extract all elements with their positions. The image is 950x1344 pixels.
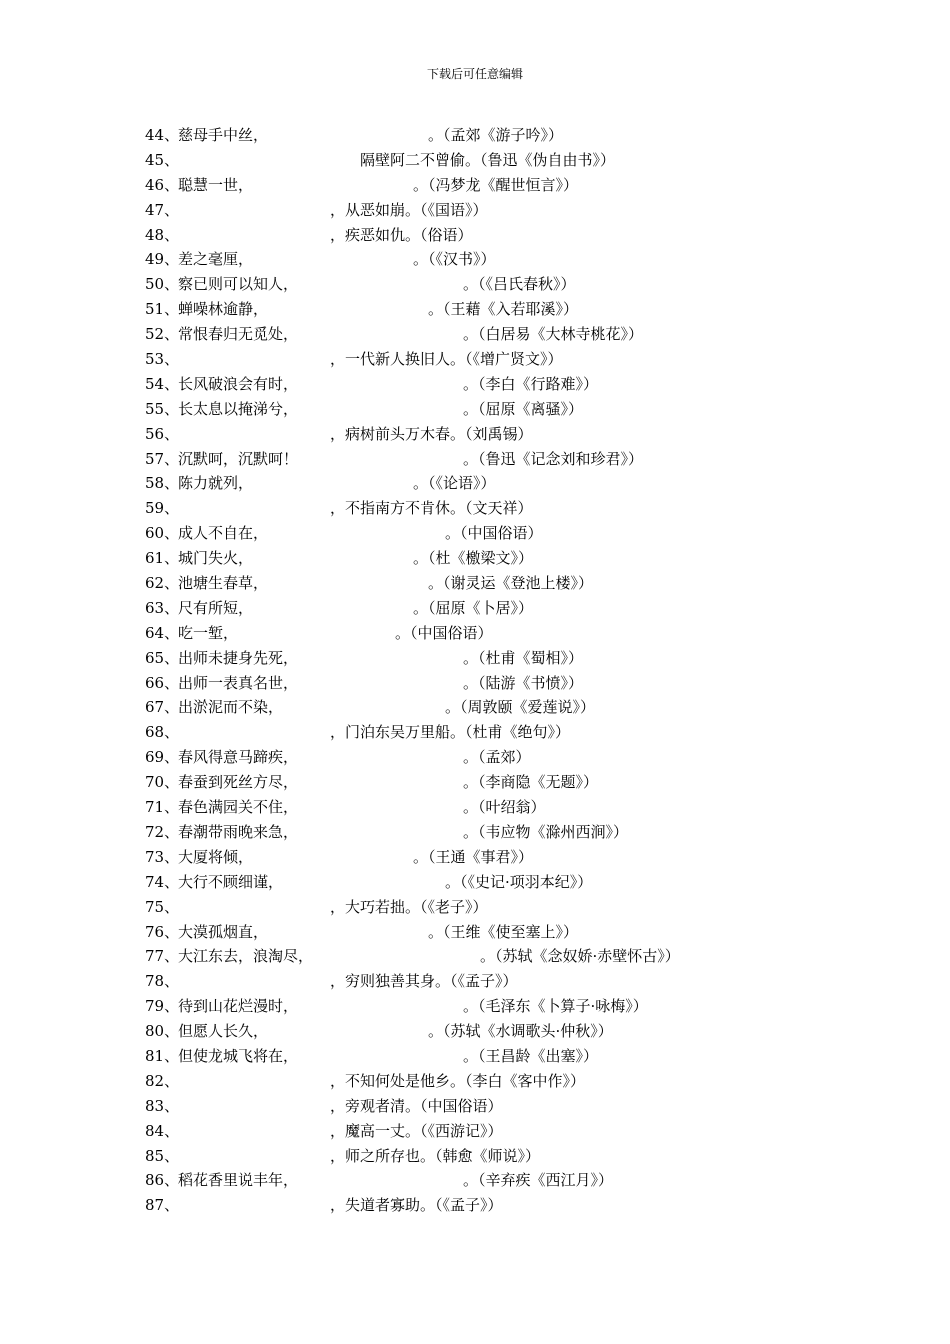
line-second-part: 。（王维《使至塞上》） [428,922,579,941]
line-number: 71、 [145,798,180,817]
line-second-part: 。（冯梦龙《醒世恒言》） [413,175,579,194]
exercise-line [145,646,865,671]
line-first-part: 池塘生春草， [178,574,269,593]
exercise-line [145,1168,865,1193]
exercise-line [145,596,865,621]
exercise-line [145,870,865,895]
line-first-part: 大行不顾细谨， [178,872,284,891]
exercise-line [145,247,865,272]
exercise-line [145,148,865,173]
line-second-part: 。（《论语》） [413,474,496,493]
line-first-part: 慈母手中丝， [178,126,269,144]
line-number: 46、 [145,175,180,194]
line-second-part: 。（杜甫《蜀相》） [463,648,584,667]
line-second-part: 。（《史记·项羽本纪》） [445,872,593,891]
exercise-line [145,471,865,496]
line-number: 70、 [145,773,180,792]
line-second-part: 。（苏轼《念奴娇·赤壁怀古》） [480,947,680,966]
exercise-line [145,1044,865,1069]
line-second-part: ，病树前头万木春。（刘禹锡） [330,424,533,443]
line-second-part: ，不知何处是他乡。（李白《客中作》） [330,1071,586,1090]
line-number: 68、 [145,723,180,742]
line-second-part: 。（屈原《卜居》） [413,598,534,617]
exercise-line [145,994,865,1019]
line-second-part: ，一代新人换旧人。（《增广贤文》） [330,350,563,369]
exercise-line [145,272,865,297]
line-second-part: 。（毛泽东《卜算子·咏梅》） [463,997,648,1016]
exercise-line [145,397,865,422]
line-second-part: 。（孟郊） [463,748,531,767]
line-second-part: 。（周敦颐《爱莲说》） [445,698,596,717]
line-second-part: ，大巧若拙。（《老子》） [330,897,488,916]
line-second-part: ，不指南方不肯休。（文天祥） [330,499,533,518]
line-number: 82、 [145,1071,180,1090]
line-number: 56、 [145,424,180,443]
exercise-line [145,521,865,546]
line-number: 66、 [145,673,180,692]
exercise-list [145,123,865,1218]
line-number: 49、 [145,250,180,269]
line-second-part: 。（鲁迅《记念刘和珍君》） [463,449,644,468]
line-number: 69、 [145,748,180,767]
line-number: 50、 [145,275,180,294]
line-number: 45、 [145,150,180,169]
line-second-part: 。（《吕氏春秋》） [463,275,576,294]
exercise-line [145,795,865,820]
line-second-part: 。（王通《事君》） [413,847,534,866]
exercise-line [145,123,865,148]
exercise-line [145,720,865,745]
line-first-part: 但愿人长久， [178,1022,269,1041]
line-number: 55、 [145,399,180,418]
line-number: 52、 [145,325,180,344]
line-first-part: 尺有所短， [178,598,254,617]
line-number: 59、 [145,499,180,518]
line-first-part: 春潮带雨晚来急， [178,822,299,841]
line-second-part: ，从恶如崩。（《国语》） [330,200,488,219]
exercise-line [145,173,865,198]
line-first-part: 稻花香里说丰年， [178,1171,299,1190]
line-number: 85、 [145,1146,180,1165]
line-second-part: 。（陆游《书愤》） [463,673,584,692]
line-first-part: 春色满园关不住， [178,798,299,817]
line-number: 60、 [145,524,180,543]
line-first-part: 常恨春归无觅处， [178,325,299,344]
exercise-line [145,571,865,596]
line-number: 57、 [145,449,180,468]
exercise-line [145,198,865,223]
line-number: 80、 [145,1022,180,1041]
line-second-part: ，旁观者清。（中国俗语） [330,1096,503,1115]
page-header: 下载后可任意编辑 [426,67,523,81]
line-number: 84、 [145,1121,180,1140]
line-number: 58、 [145,474,180,493]
line-first-part: 成人不自在， [178,524,269,543]
line-first-part: 大厦将倾， [178,847,254,866]
line-second-part: ，师之所存也。（韩愈《师说》） [330,1146,541,1165]
line-second-part: 。（白居易《大林寺桃花》） [463,325,644,344]
line-number: 65、 [145,648,180,667]
line-number: 44、 [145,126,180,144]
line-number: 79、 [145,997,180,1016]
line-number: 78、 [145,972,180,991]
line-number: 54、 [145,374,180,393]
line-second-part: ，疾恶如仇。（俗语） [330,225,473,244]
exercise-line [145,347,865,372]
line-number: 53、 [145,350,180,369]
line-number: 81、 [145,1046,180,1065]
exercise-line [145,1119,865,1144]
exercise-line [145,969,865,994]
exercise-line [145,372,865,397]
line-second-part: 。（李白《行路难》） [463,374,599,393]
line-second-part: 隔壁阿二不曾偷。（鲁迅《伪自由书》） [360,150,616,169]
exercise-line [145,223,865,248]
exercise-line [145,944,865,969]
line-number: 72、 [145,822,180,841]
line-number: 67、 [145,698,180,717]
line-first-part: 出师未捷身先死， [178,648,299,667]
line-first-part: 长风破浪会有时， [178,374,299,393]
line-second-part: 。（苏轼《水调歌头·仲秋》） [428,1022,613,1041]
line-first-part: 出淤泥而不染， [178,698,284,717]
exercise-line [145,1193,865,1218]
line-number: 47、 [145,200,180,219]
line-second-part: 。（叶绍翁） [463,798,546,817]
line-number: 48、 [145,225,180,244]
line-second-part: 。（孟郊《游子吟》） [428,126,564,144]
line-number: 63、 [145,598,180,617]
line-second-part: 。（辛弃疾《西江月》） [463,1171,614,1190]
exercise-line [145,1144,865,1169]
line-second-part: 。（中国俗语） [395,623,493,642]
line-second-part: 。（中国俗语） [445,524,543,543]
line-first-part: 吃一堑， [178,623,239,642]
line-number: 61、 [145,549,180,568]
line-first-part: 但使龙城飞将在， [178,1046,299,1065]
line-number: 75、 [145,897,180,916]
line-second-part: ，魔高一丈。（《西游记》） [330,1121,503,1140]
line-second-part: 。（谢灵运《登池上楼》） [428,574,594,593]
exercise-line [145,770,865,795]
line-second-part: ，失道者寡助。（《孟子》） [330,1196,503,1215]
line-second-part: ，穷则独善其身。（《孟子》） [330,972,518,991]
exercise-line [145,546,865,571]
line-first-part: 聪慧一世， [178,175,254,194]
line-first-part: 大漠孤烟直， [178,922,269,941]
line-number: 86、 [145,1171,180,1190]
exercise-line [145,297,865,322]
line-number: 74、 [145,872,180,891]
line-number: 62、 [145,574,180,593]
line-number: 87、 [145,1196,180,1215]
line-first-part: 沉默呵，沉默呵！ [178,449,299,468]
line-number: 64、 [145,623,180,642]
exercise-line [145,920,865,945]
line-first-part: 差之毫厘， [178,250,254,269]
exercise-line [145,1069,865,1094]
line-number: 51、 [145,300,180,319]
line-first-part: 蝉噪林逾静， [178,300,269,319]
line-second-part: 。（屈原《离骚》） [463,399,584,418]
exercise-line [145,621,865,646]
exercise-line [145,695,865,720]
exercise-line [145,671,865,696]
line-number: 73、 [145,847,180,866]
line-first-part: 春蚕到死丝方尽， [178,773,299,792]
exercise-line [145,820,865,845]
line-first-part: 长太息以掩涕兮， [178,399,299,418]
line-number: 76、 [145,922,180,941]
line-first-part: 察已则可以知人， [178,275,299,294]
line-second-part: 。（《汉书》） [413,250,496,269]
exercise-line [145,745,865,770]
line-second-part: 。（韦应物《滁州西涧》） [463,822,629,841]
exercise-line [145,496,865,521]
line-number: 83、 [145,1096,180,1115]
exercise-line [145,845,865,870]
exercise-line [145,1019,865,1044]
line-second-part: 。（李商隐《无题》） [463,773,599,792]
line-second-part: 。（杜《檄梁文》） [413,549,534,568]
exercise-line [145,895,865,920]
line-second-part: ，门泊东吴万里船。（杜甫《绝句》） [330,723,571,742]
line-number: 77、 [145,947,180,966]
exercise-line [145,447,865,472]
exercise-line [145,422,865,447]
line-first-part: 城门失火， [178,549,254,568]
line-second-part: 。（王昌龄《出塞》） [463,1046,599,1065]
line-first-part: 待到山花烂漫时， [178,997,299,1016]
exercise-line [145,1094,865,1119]
line-first-part: 大江东去，浪淘尽， [178,947,314,966]
line-second-part: 。（王藉《入若耶溪》） [428,300,579,319]
exercise-line [145,322,865,347]
line-first-part: 春风得意马蹄疾， [178,748,299,767]
line-first-part: 出师一表真名世， [178,673,299,692]
line-first-part: 陈力就列， [178,474,254,493]
